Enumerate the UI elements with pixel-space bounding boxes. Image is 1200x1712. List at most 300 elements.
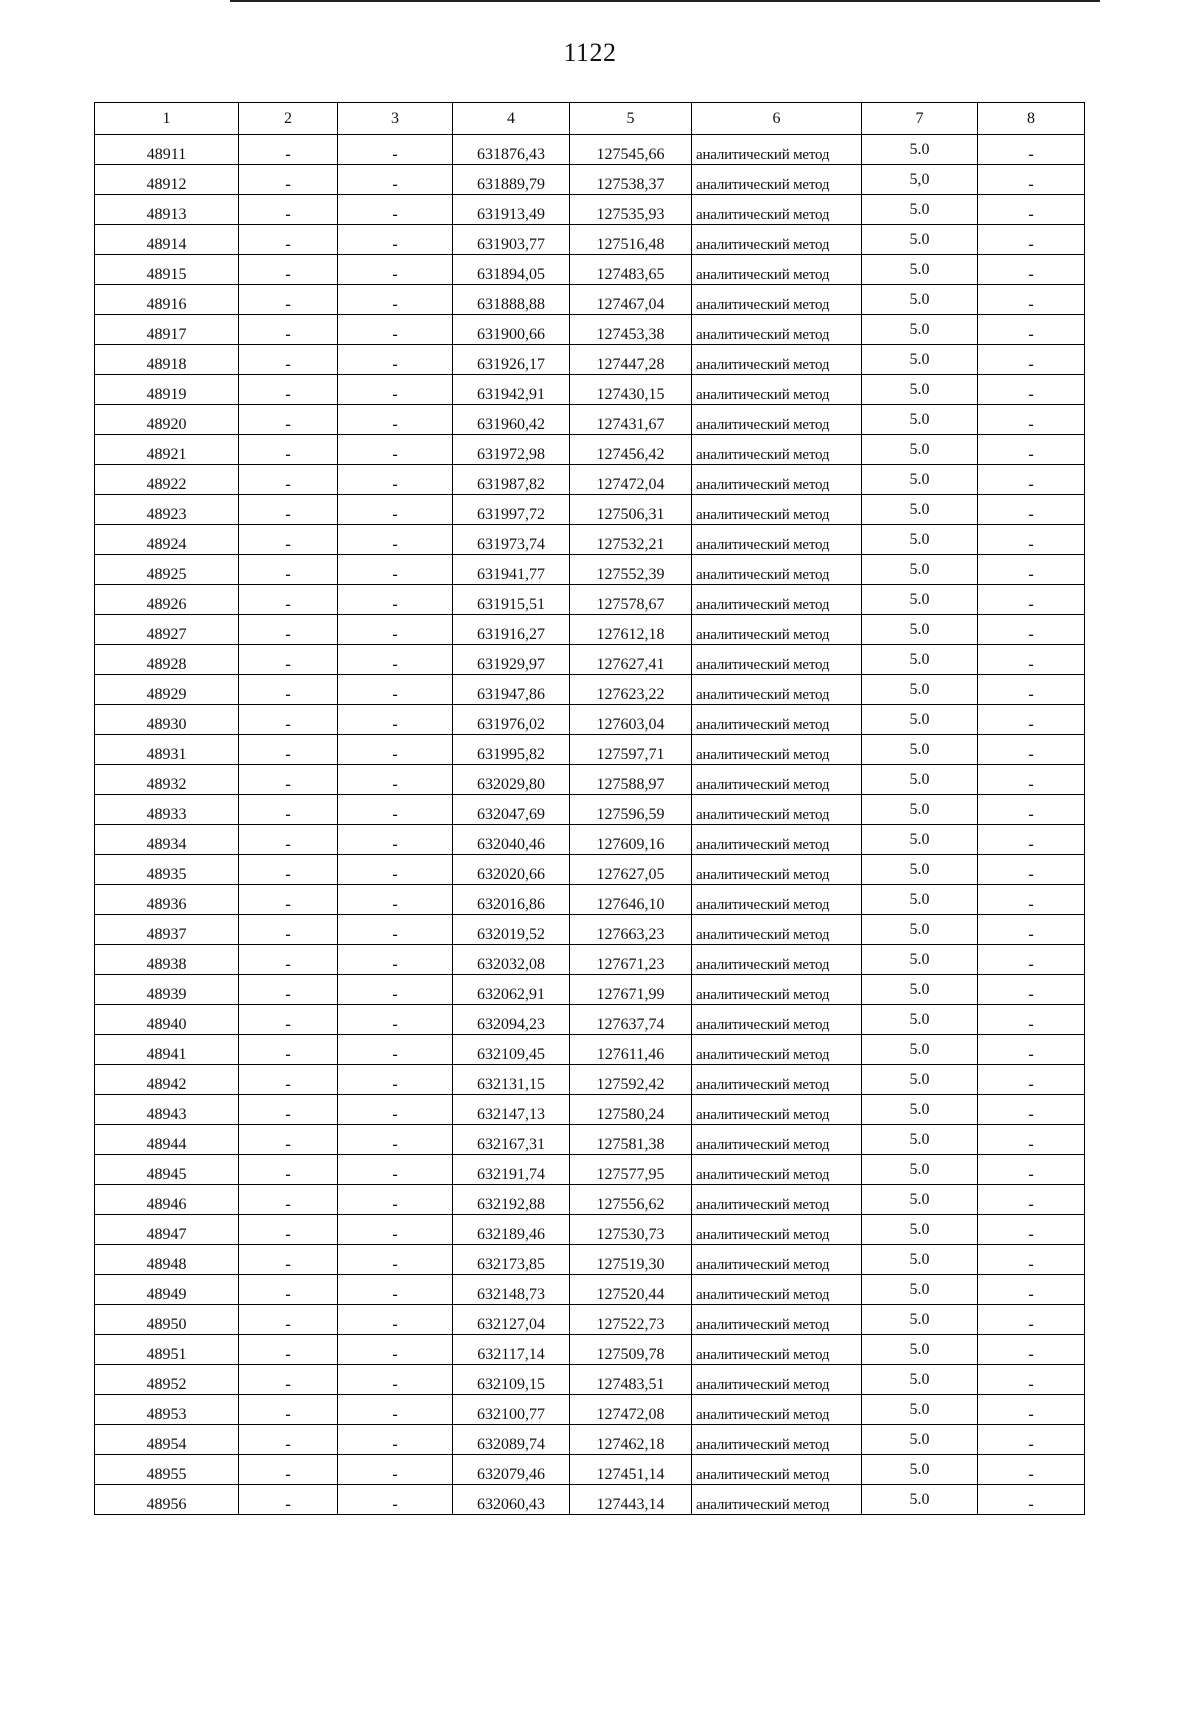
table-header bbox=[95, 103, 1085, 135]
point-number-cell: 48927 bbox=[95, 615, 239, 645]
x-coordinate-cell: 632094,23 bbox=[453, 1005, 570, 1035]
table-row bbox=[95, 615, 1085, 645]
col8-cell: - bbox=[978, 915, 1085, 945]
col8-cell: - bbox=[978, 1335, 1085, 1365]
y-coordinate-cell: 127532,21 bbox=[570, 525, 692, 555]
x-coordinate-cell: 631987,82 bbox=[453, 465, 570, 495]
table-row bbox=[95, 1455, 1085, 1485]
col3-cell: - bbox=[338, 1215, 453, 1245]
col2-cell: - bbox=[239, 195, 338, 225]
point-number-cell: 48954 bbox=[95, 1425, 239, 1455]
y-coordinate-cell: 127483,51 bbox=[570, 1365, 692, 1395]
precision-cell: 5.0 bbox=[862, 1065, 978, 1095]
table-row bbox=[95, 225, 1085, 255]
col8-cell: - bbox=[978, 675, 1085, 705]
col8-cell: - bbox=[978, 795, 1085, 825]
precision-cell: 5.0 bbox=[862, 945, 978, 975]
table-row bbox=[95, 525, 1085, 555]
column-header: 8 bbox=[978, 103, 1085, 135]
col3-cell: - bbox=[338, 1455, 453, 1485]
x-coordinate-cell: 632109,45 bbox=[453, 1035, 570, 1065]
point-number-cell: 48928 bbox=[95, 645, 239, 675]
col3-cell: - bbox=[338, 1065, 453, 1095]
precision-cell: 5.0 bbox=[862, 1275, 978, 1305]
point-number-cell: 48948 bbox=[95, 1245, 239, 1275]
point-number-cell: 48916 bbox=[95, 285, 239, 315]
method-cell: аналитический метод bbox=[692, 1215, 862, 1245]
col8-cell: - bbox=[978, 315, 1085, 345]
precision-cell: 5.0 bbox=[862, 1365, 978, 1395]
method-cell: аналитический метод bbox=[692, 555, 862, 585]
method-cell: аналитический метод bbox=[692, 1425, 862, 1455]
y-coordinate-cell: 127663,23 bbox=[570, 915, 692, 945]
col3-cell: - bbox=[338, 705, 453, 735]
col8-cell: - bbox=[978, 885, 1085, 915]
col8-cell: - bbox=[978, 1305, 1085, 1335]
x-coordinate-cell: 632060,43 bbox=[453, 1485, 570, 1515]
y-coordinate-cell: 127443,14 bbox=[570, 1485, 692, 1515]
point-number-cell: 48925 bbox=[95, 555, 239, 585]
page-number: 1122 bbox=[563, 38, 617, 67]
method-cell: аналитический метод bbox=[692, 195, 862, 225]
column-header: 2 bbox=[239, 103, 338, 135]
y-coordinate-cell: 127623,22 bbox=[570, 675, 692, 705]
table-row bbox=[95, 915, 1085, 945]
point-number-cell: 48915 bbox=[95, 255, 239, 285]
table-row bbox=[95, 285, 1085, 315]
table-row bbox=[95, 465, 1085, 495]
method-cell: аналитический метод bbox=[692, 495, 862, 525]
top-rule bbox=[230, 0, 1100, 2]
col3-cell: - bbox=[338, 165, 453, 195]
y-coordinate-cell: 127467,04 bbox=[570, 285, 692, 315]
precision-cell: 5.0 bbox=[862, 645, 978, 675]
y-coordinate-cell: 127431,67 bbox=[570, 405, 692, 435]
col2-cell: - bbox=[239, 225, 338, 255]
col3-cell: - bbox=[338, 945, 453, 975]
x-coordinate-cell: 632100,77 bbox=[453, 1395, 570, 1425]
method-cell: аналитический метод bbox=[692, 1035, 862, 1065]
y-coordinate-cell: 127627,41 bbox=[570, 645, 692, 675]
col8-cell: - bbox=[978, 195, 1085, 225]
y-coordinate-cell: 127506,31 bbox=[570, 495, 692, 525]
col3-cell: - bbox=[338, 1485, 453, 1515]
column-header: 4 bbox=[453, 103, 570, 135]
table-row bbox=[95, 765, 1085, 795]
method-cell: аналитический метод bbox=[692, 1245, 862, 1275]
table-row bbox=[95, 855, 1085, 885]
table-row bbox=[95, 1245, 1085, 1275]
precision-cell: 5.0 bbox=[862, 1485, 978, 1515]
point-number-cell: 48950 bbox=[95, 1305, 239, 1335]
col3-cell: - bbox=[338, 1035, 453, 1065]
method-cell: аналитический метод bbox=[692, 525, 862, 555]
y-coordinate-cell: 127603,04 bbox=[570, 705, 692, 735]
col3-cell: - bbox=[338, 1125, 453, 1155]
table-row bbox=[95, 825, 1085, 855]
col8-cell: - bbox=[978, 1425, 1085, 1455]
method-cell: аналитический метод bbox=[692, 885, 862, 915]
col3-cell: - bbox=[338, 315, 453, 345]
table-row bbox=[95, 255, 1085, 285]
col8-cell: - bbox=[978, 135, 1085, 165]
col3-cell: - bbox=[338, 795, 453, 825]
point-number-cell: 48949 bbox=[95, 1275, 239, 1305]
method-cell: аналитический метод bbox=[692, 1455, 862, 1485]
method-cell: аналитический метод bbox=[692, 285, 862, 315]
point-number-cell: 48956 bbox=[95, 1485, 239, 1515]
col8-cell: - bbox=[978, 495, 1085, 525]
col3-cell: - bbox=[338, 525, 453, 555]
col2-cell: - bbox=[239, 945, 338, 975]
point-number-cell: 48944 bbox=[95, 1125, 239, 1155]
point-number-cell: 48952 bbox=[95, 1365, 239, 1395]
col3-cell: - bbox=[338, 495, 453, 525]
table-row bbox=[95, 1365, 1085, 1395]
precision-cell: 5.0 bbox=[862, 1095, 978, 1125]
y-coordinate-cell: 127519,30 bbox=[570, 1245, 692, 1275]
col8-cell: - bbox=[978, 1215, 1085, 1245]
x-coordinate-cell: 632079,46 bbox=[453, 1455, 570, 1485]
y-coordinate-cell: 127611,46 bbox=[570, 1035, 692, 1065]
y-coordinate-cell: 127522,73 bbox=[570, 1305, 692, 1335]
y-coordinate-cell: 127577,95 bbox=[570, 1155, 692, 1185]
x-coordinate-cell: 632147,13 bbox=[453, 1095, 570, 1125]
col2-cell: - bbox=[239, 1485, 338, 1515]
col8-cell: - bbox=[978, 345, 1085, 375]
col3-cell: - bbox=[338, 1095, 453, 1125]
table-row bbox=[95, 315, 1085, 345]
table-row bbox=[95, 1215, 1085, 1245]
col2-cell: - bbox=[239, 735, 338, 765]
col8-cell: - bbox=[978, 765, 1085, 795]
col2-cell: - bbox=[239, 1455, 338, 1485]
point-number-cell: 48951 bbox=[95, 1335, 239, 1365]
coordinates-table bbox=[94, 102, 1085, 1515]
x-coordinate-cell: 632131,15 bbox=[453, 1065, 570, 1095]
table-row bbox=[95, 1155, 1085, 1185]
method-cell: аналитический метод bbox=[692, 405, 862, 435]
x-coordinate-cell: 631997,72 bbox=[453, 495, 570, 525]
table-row bbox=[95, 945, 1085, 975]
col2-cell: - bbox=[239, 1155, 338, 1185]
col8-cell: - bbox=[978, 285, 1085, 315]
col3-cell: - bbox=[338, 1005, 453, 1035]
col3-cell: - bbox=[338, 375, 453, 405]
col2-cell: - bbox=[239, 1215, 338, 1245]
point-number-cell: 48932 bbox=[95, 765, 239, 795]
col3-cell: - bbox=[338, 555, 453, 585]
col8-cell: - bbox=[978, 405, 1085, 435]
col8-cell: - bbox=[978, 1395, 1085, 1425]
method-cell: аналитический метод bbox=[692, 1065, 862, 1095]
x-coordinate-cell: 631876,43 bbox=[453, 135, 570, 165]
method-cell: аналитический метод bbox=[692, 705, 862, 735]
x-coordinate-cell: 631929,97 bbox=[453, 645, 570, 675]
col8-cell: - bbox=[978, 1455, 1085, 1485]
y-coordinate-cell: 127581,38 bbox=[570, 1125, 692, 1155]
method-cell: аналитический метод bbox=[692, 915, 862, 945]
point-number-cell: 48942 bbox=[95, 1065, 239, 1095]
col2-cell: - bbox=[239, 1335, 338, 1365]
x-coordinate-cell: 632040,46 bbox=[453, 825, 570, 855]
point-number-cell: 48946 bbox=[95, 1185, 239, 1215]
table-row bbox=[95, 795, 1085, 825]
x-coordinate-cell: 632173,85 bbox=[453, 1245, 570, 1275]
col3-cell: - bbox=[338, 915, 453, 945]
method-cell: аналитический метод bbox=[692, 1095, 862, 1125]
x-coordinate-cell: 632189,46 bbox=[453, 1215, 570, 1245]
col2-cell: - bbox=[239, 525, 338, 555]
y-coordinate-cell: 127472,04 bbox=[570, 465, 692, 495]
y-coordinate-cell: 127637,74 bbox=[570, 1005, 692, 1035]
table-row bbox=[95, 975, 1085, 1005]
precision-cell: 5.0 bbox=[862, 405, 978, 435]
col2-cell: - bbox=[239, 675, 338, 705]
col3-cell: - bbox=[338, 195, 453, 225]
column-header: 7 bbox=[862, 103, 978, 135]
col8-cell: - bbox=[978, 165, 1085, 195]
col8-cell: - bbox=[978, 1095, 1085, 1125]
col8-cell: - bbox=[978, 1125, 1085, 1155]
col2-cell: - bbox=[239, 375, 338, 405]
point-number-cell: 48921 bbox=[95, 435, 239, 465]
table-row bbox=[95, 375, 1085, 405]
x-coordinate-cell: 632167,31 bbox=[453, 1125, 570, 1155]
x-coordinate-cell: 632117,14 bbox=[453, 1335, 570, 1365]
precision-cell: 5.0 bbox=[862, 1305, 978, 1335]
col3-cell: - bbox=[338, 285, 453, 315]
x-coordinate-cell: 632047,69 bbox=[453, 795, 570, 825]
x-coordinate-cell: 631903,77 bbox=[453, 225, 570, 255]
col3-cell: - bbox=[338, 345, 453, 375]
table-row bbox=[95, 435, 1085, 465]
point-number-cell: 48929 bbox=[95, 675, 239, 705]
col3-cell: - bbox=[338, 1365, 453, 1395]
method-cell: аналитический метод bbox=[692, 315, 862, 345]
col2-cell: - bbox=[239, 1065, 338, 1095]
x-coordinate-cell: 632148,73 bbox=[453, 1275, 570, 1305]
x-coordinate-cell: 631900,66 bbox=[453, 315, 570, 345]
point-number-cell: 48955 bbox=[95, 1455, 239, 1485]
method-cell: аналитический метод bbox=[692, 945, 862, 975]
table-row bbox=[95, 1065, 1085, 1095]
col2-cell: - bbox=[239, 465, 338, 495]
col3-cell: - bbox=[338, 465, 453, 495]
col8-cell: - bbox=[978, 1185, 1085, 1215]
precision-cell: 5.0 bbox=[862, 915, 978, 945]
point-number-cell: 48934 bbox=[95, 825, 239, 855]
method-cell: аналитический метод bbox=[692, 375, 862, 405]
col8-cell: - bbox=[978, 225, 1085, 255]
col2-cell: - bbox=[239, 1365, 338, 1395]
col8-cell: - bbox=[978, 585, 1085, 615]
x-coordinate-cell: 631889,79 bbox=[453, 165, 570, 195]
point-number-cell: 48931 bbox=[95, 735, 239, 765]
x-coordinate-cell: 632032,08 bbox=[453, 945, 570, 975]
y-coordinate-cell: 127597,71 bbox=[570, 735, 692, 765]
precision-cell: 5.0 bbox=[862, 495, 978, 525]
col2-cell: - bbox=[239, 1185, 338, 1215]
col2-cell: - bbox=[239, 255, 338, 285]
point-number-cell: 48933 bbox=[95, 795, 239, 825]
y-coordinate-cell: 127447,28 bbox=[570, 345, 692, 375]
col2-cell: - bbox=[239, 1005, 338, 1035]
y-coordinate-cell: 127596,59 bbox=[570, 795, 692, 825]
x-coordinate-cell: 631894,05 bbox=[453, 255, 570, 285]
table-row bbox=[95, 135, 1085, 165]
x-coordinate-cell: 631916,27 bbox=[453, 615, 570, 645]
method-cell: аналитический метод bbox=[692, 585, 862, 615]
table-row bbox=[95, 195, 1085, 225]
y-coordinate-cell: 127545,66 bbox=[570, 135, 692, 165]
precision-cell: 5.0 bbox=[862, 285, 978, 315]
point-number-cell: 48937 bbox=[95, 915, 239, 945]
col2-cell: - bbox=[239, 1305, 338, 1335]
col3-cell: - bbox=[338, 675, 453, 705]
precision-cell: 5.0 bbox=[862, 255, 978, 285]
col8-cell: - bbox=[978, 1035, 1085, 1065]
precision-cell: 5.0 bbox=[862, 825, 978, 855]
point-number-cell: 48917 bbox=[95, 315, 239, 345]
table-row bbox=[95, 345, 1085, 375]
x-coordinate-cell: 631973,74 bbox=[453, 525, 570, 555]
precision-cell: 5.0 bbox=[862, 585, 978, 615]
col3-cell: - bbox=[338, 225, 453, 255]
col2-cell: - bbox=[239, 765, 338, 795]
precision-cell: 5.0 bbox=[862, 1155, 978, 1185]
x-coordinate-cell: 631926,17 bbox=[453, 345, 570, 375]
column-header: 3 bbox=[338, 103, 453, 135]
precision-cell: 5.0 bbox=[862, 885, 978, 915]
table-row bbox=[95, 1035, 1085, 1065]
col3-cell: - bbox=[338, 645, 453, 675]
x-coordinate-cell: 632191,74 bbox=[453, 1155, 570, 1185]
precision-cell: 5.0 bbox=[862, 765, 978, 795]
method-cell: аналитический метод bbox=[692, 1395, 862, 1425]
y-coordinate-cell: 127580,24 bbox=[570, 1095, 692, 1125]
point-number-cell: 48912 bbox=[95, 165, 239, 195]
column-header: 5 bbox=[570, 103, 692, 135]
col2-cell: - bbox=[239, 795, 338, 825]
y-coordinate-cell: 127453,38 bbox=[570, 315, 692, 345]
table-row bbox=[95, 405, 1085, 435]
y-coordinate-cell: 127483,65 bbox=[570, 255, 692, 285]
column-header: 6 bbox=[692, 103, 862, 135]
y-coordinate-cell: 127627,05 bbox=[570, 855, 692, 885]
precision-cell: 5.0 bbox=[862, 855, 978, 885]
y-coordinate-cell: 127430,15 bbox=[570, 375, 692, 405]
col8-cell: - bbox=[978, 735, 1085, 765]
col2-cell: - bbox=[239, 135, 338, 165]
table-row bbox=[95, 1185, 1085, 1215]
y-coordinate-cell: 127456,42 bbox=[570, 435, 692, 465]
col2-cell: - bbox=[239, 285, 338, 315]
method-cell: аналитический метод bbox=[692, 1485, 862, 1515]
table-row bbox=[95, 675, 1085, 705]
y-coordinate-cell: 127646,10 bbox=[570, 885, 692, 915]
col2-cell: - bbox=[239, 885, 338, 915]
precision-cell: 5.0 bbox=[862, 135, 978, 165]
col8-cell: - bbox=[978, 1365, 1085, 1395]
method-cell: аналитический метод bbox=[692, 645, 862, 675]
col8-cell: - bbox=[978, 1275, 1085, 1305]
point-number-cell: 48918 bbox=[95, 345, 239, 375]
method-cell: аналитический метод bbox=[692, 1125, 862, 1155]
precision-cell: 5.0 bbox=[862, 1125, 978, 1155]
point-number-cell: 48920 bbox=[95, 405, 239, 435]
table-row bbox=[95, 1485, 1085, 1515]
col8-cell: - bbox=[978, 435, 1085, 465]
x-coordinate-cell: 631972,98 bbox=[453, 435, 570, 465]
x-coordinate-cell: 632020,66 bbox=[453, 855, 570, 885]
precision-cell: 5.0 bbox=[862, 615, 978, 645]
col3-cell: - bbox=[338, 1335, 453, 1365]
point-number-cell: 48939 bbox=[95, 975, 239, 1005]
method-cell: аналитический метод bbox=[692, 795, 862, 825]
col2-cell: - bbox=[239, 1395, 338, 1425]
method-cell: аналитический метод bbox=[692, 1305, 862, 1335]
col2-cell: - bbox=[239, 1035, 338, 1065]
col2-cell: - bbox=[239, 615, 338, 645]
table-row bbox=[95, 885, 1085, 915]
col8-cell: - bbox=[978, 705, 1085, 735]
method-cell: аналитический метод bbox=[692, 345, 862, 375]
method-cell: аналитический метод bbox=[692, 1155, 862, 1185]
table-row bbox=[95, 1095, 1085, 1125]
col2-cell: - bbox=[239, 915, 338, 945]
col3-cell: - bbox=[338, 435, 453, 465]
col3-cell: - bbox=[338, 615, 453, 645]
x-coordinate-cell: 631941,77 bbox=[453, 555, 570, 585]
x-coordinate-cell: 631913,49 bbox=[453, 195, 570, 225]
method-cell: аналитический метод bbox=[692, 1005, 862, 1035]
y-coordinate-cell: 127552,39 bbox=[570, 555, 692, 585]
precision-cell: 5.0 bbox=[862, 435, 978, 465]
col3-cell: - bbox=[338, 1305, 453, 1335]
x-coordinate-cell: 631995,82 bbox=[453, 735, 570, 765]
col8-cell: - bbox=[978, 465, 1085, 495]
table-row bbox=[95, 585, 1085, 615]
col2-cell: - bbox=[239, 495, 338, 525]
col2-cell: - bbox=[239, 645, 338, 675]
col3-cell: - bbox=[338, 585, 453, 615]
col8-cell: - bbox=[978, 1245, 1085, 1275]
y-coordinate-cell: 127472,08 bbox=[570, 1395, 692, 1425]
method-cell: аналитический метод bbox=[692, 1185, 862, 1215]
table-body bbox=[95, 135, 1085, 1515]
col2-cell: - bbox=[239, 555, 338, 585]
precision-cell: 5.0 bbox=[862, 1425, 978, 1455]
x-coordinate-cell: 631888,88 bbox=[453, 285, 570, 315]
col8-cell: - bbox=[978, 555, 1085, 585]
method-cell: аналитический метод bbox=[692, 225, 862, 255]
x-coordinate-cell: 632089,74 bbox=[453, 1425, 570, 1455]
col3-cell: - bbox=[338, 885, 453, 915]
point-number-cell: 48953 bbox=[95, 1395, 239, 1425]
col8-cell: - bbox=[978, 1155, 1085, 1185]
point-number-cell: 48936 bbox=[95, 885, 239, 915]
precision-cell: 5.0 bbox=[862, 795, 978, 825]
col3-cell: - bbox=[338, 135, 453, 165]
precision-cell: 5.0 bbox=[862, 735, 978, 765]
method-cell: аналитический метод bbox=[692, 435, 862, 465]
x-coordinate-cell: 631942,91 bbox=[453, 375, 570, 405]
col8-cell: - bbox=[978, 825, 1085, 855]
table-row bbox=[95, 645, 1085, 675]
y-coordinate-cell: 127612,18 bbox=[570, 615, 692, 645]
point-number-cell: 48919 bbox=[95, 375, 239, 405]
